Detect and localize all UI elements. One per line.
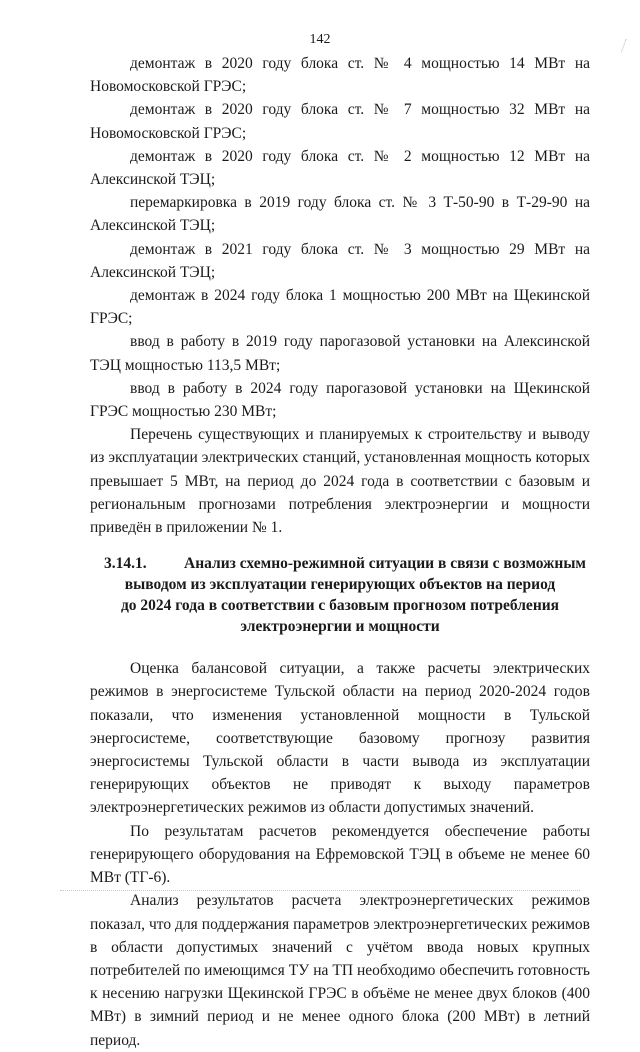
section-number: 3.14.1. bbox=[104, 555, 147, 573]
section-title-line: выводом из эксплуатации генерирующих объектов на период bbox=[124, 576, 556, 594]
list-item: демонтаж в 2021 году блока ст. № 3 мощностью 29 МВт на Алексинской ТЭЦ; bbox=[90, 240, 590, 281]
body-paragraph: Анализ результатов расчета электроэнергетических режимов показал, что для поддержания параметров электроэнергетических режимов в области допустимых значений с учётом ввода новых крупных потребителей по имеющимся ТУ на ТП необходимо обеспечить готовность к несению нагрузки Щекинской ГРЭС в объёме не менее двух блоков (400 МВт) в зимний период и не менее одного блока (200 МВт) в летний период. bbox=[90, 892, 590, 1049]
page-number: 142 bbox=[309, 32, 331, 47]
body-paragraph: Оценка балансовой ситуации, а также расчеты электрических режимов в энергосистеме Тульской области на период 2020-2024 годов показали, что изменения установленной мощности в Тульской энергосистеме, соответствующие базовому прогнозу развития энергосистемы Тульской области в части вывода из эксплуатации генерирующих объектов не приводят к выходу параметров электроэнергетических режимов из области допустимых значений. bbox=[90, 660, 590, 817]
scan-footer-marks bbox=[60, 890, 580, 893]
list-item: демонтаж в 2020 году блока ст. № 7 мощностью 32 МВт на Новомосковской ГРЭС; bbox=[90, 101, 590, 142]
list-item: демонтаж в 2024 году блока 1 мощностью 200 МВт на Щекинской ГРЭС; bbox=[90, 287, 590, 328]
body-paragraph: По результатам расчетов рекомендуется обеспечение работы генерирующего оборудования на Ефремовской ТЭЦ в объеме не менее 60 МВт (ТГ-6). bbox=[90, 822, 590, 887]
section-title-line: до 2024 года в соответствии с базовым прогнозом потребления bbox=[120, 597, 560, 615]
section-heading bbox=[90, 553, 590, 637]
list-item: ввод в работу в 2019 году парогазовой установки на Алексинской ТЭЦ мощностью 113,5 МВт; bbox=[90, 333, 590, 374]
list-item: демонтаж в 2020 году блока ст. № 4 мощностью 14 МВт на Новомосковской ГРЭС; bbox=[90, 55, 590, 96]
section-title-line: электроэнергии и мощности bbox=[240, 618, 440, 636]
intro-paragraph: Перечень существующих и планируемых к строительству и выводу из эксплуатации электрических станций, установленная мощность которых превышает 5 МВт, на период до 2024 года в соответствии с базовым и региональным прогнозами потребления электроэнергии и мощности приведён в приложении № 1. bbox=[90, 426, 590, 537]
list-item: демонтаж в 2020 году блока ст. № 2 мощностью 12 МВт на Алексинской ТЭЦ; bbox=[90, 147, 590, 189]
list-item: ввод в работу в 2024 году парогазовой установки на Щекинской ГРЭС мощностью 230 МВт; bbox=[90, 379, 590, 421]
list-item: перемаркировка в 2019 году блока ст. № 3 Т-50-90 в Т-29-90 на Алексинской ТЭЦ; bbox=[90, 194, 590, 235]
heading-first-line bbox=[90, 553, 590, 574]
document-body bbox=[90, 52, 590, 1052]
section-title-line: Анализ схемно-режимной ситуации в связи с возможным bbox=[184, 555, 586, 573]
